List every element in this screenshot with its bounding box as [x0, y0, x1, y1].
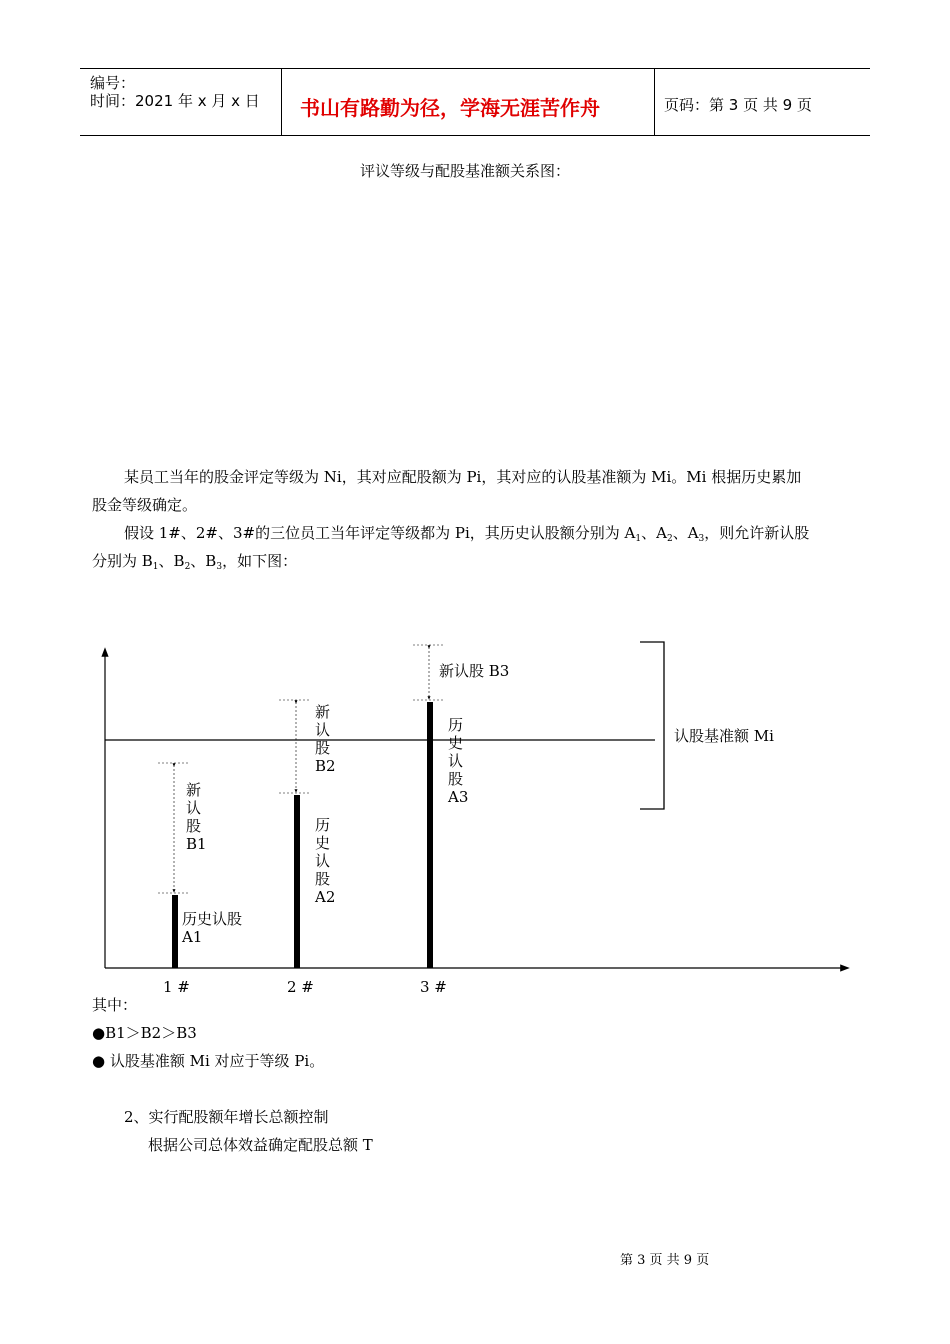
page-footer: 第 3 页 共 9 页: [620, 1253, 710, 1268]
history-share-label-3: 历 史 认 股 A3: [448, 716, 469, 806]
x-tick-label-1: 1 #: [163, 978, 190, 996]
x-tick-label-2: 2 #: [287, 978, 314, 996]
baseline-mi-label: 认股基准额 Mi: [674, 727, 774, 745]
header-divider-left: [281, 68, 282, 136]
history-bar-3: [427, 702, 433, 968]
history-bar-2: [294, 795, 300, 968]
section-title: 2、实行配股额年增长总额控制: [124, 1108, 329, 1126]
section-text: 根据公司总体效益确定配股总额 T: [148, 1136, 373, 1154]
notes-bullet-2: ● 认股基准额 Mi 对应于等级 Pi。: [92, 1052, 325, 1070]
x-tick-label-3: 3 #: [420, 978, 447, 996]
header-divider-right: [654, 68, 655, 136]
history-share-label-2: 历 史 认 股 A2: [315, 816, 336, 906]
paragraph-1-line-1: 某员工当年的股金评定等级为 Ni，其对应配股额为 Pi，其对应的认股基准额为 Mi。Mi 根据历史累加: [124, 468, 802, 486]
paragraph-1-line-2: 股金等级确定。: [92, 496, 198, 514]
right-bracket: [640, 642, 664, 809]
history-share-label-1: 历史认股 A1: [182, 910, 243, 946]
paragraph-2-line-1: 假设 1#、2#、3#的三位员工当年评定等级都为 Pi，其历史认股额分别为 $A_1$、$A_2$、$A_3$，则允许新认股: [124, 524, 810, 544]
header-top-rule: [80, 68, 870, 69]
notes-heading: 其中：: [92, 996, 138, 1014]
notes-bullet-1: ●B1＞B2＞B3: [92, 1024, 197, 1042]
history-bar-1: [172, 895, 178, 968]
header-date: 时间：2021 年 x 月 x 日: [90, 92, 260, 110]
paragraph-2-line-2: 分别为 $B_1$、$B_2$、$B_3$，如下图：: [92, 552, 298, 572]
chart-caption: 评议等级与配股基准额关系图：: [360, 162, 571, 180]
header-bottom-rule: [80, 135, 870, 136]
header-serial-number: 编号：: [90, 74, 136, 92]
new-share-label-3: 新认股 B3: [439, 662, 510, 680]
header-slogan: 书山有路勤为径，学海无涯苦作舟: [300, 96, 600, 120]
new-share-label-2: 新 认 股 B2: [315, 703, 336, 775]
new-share-label-1: 新 认 股 B1: [186, 781, 207, 853]
header-page-number: 页码：第 3 页 共 9 页: [664, 96, 812, 114]
